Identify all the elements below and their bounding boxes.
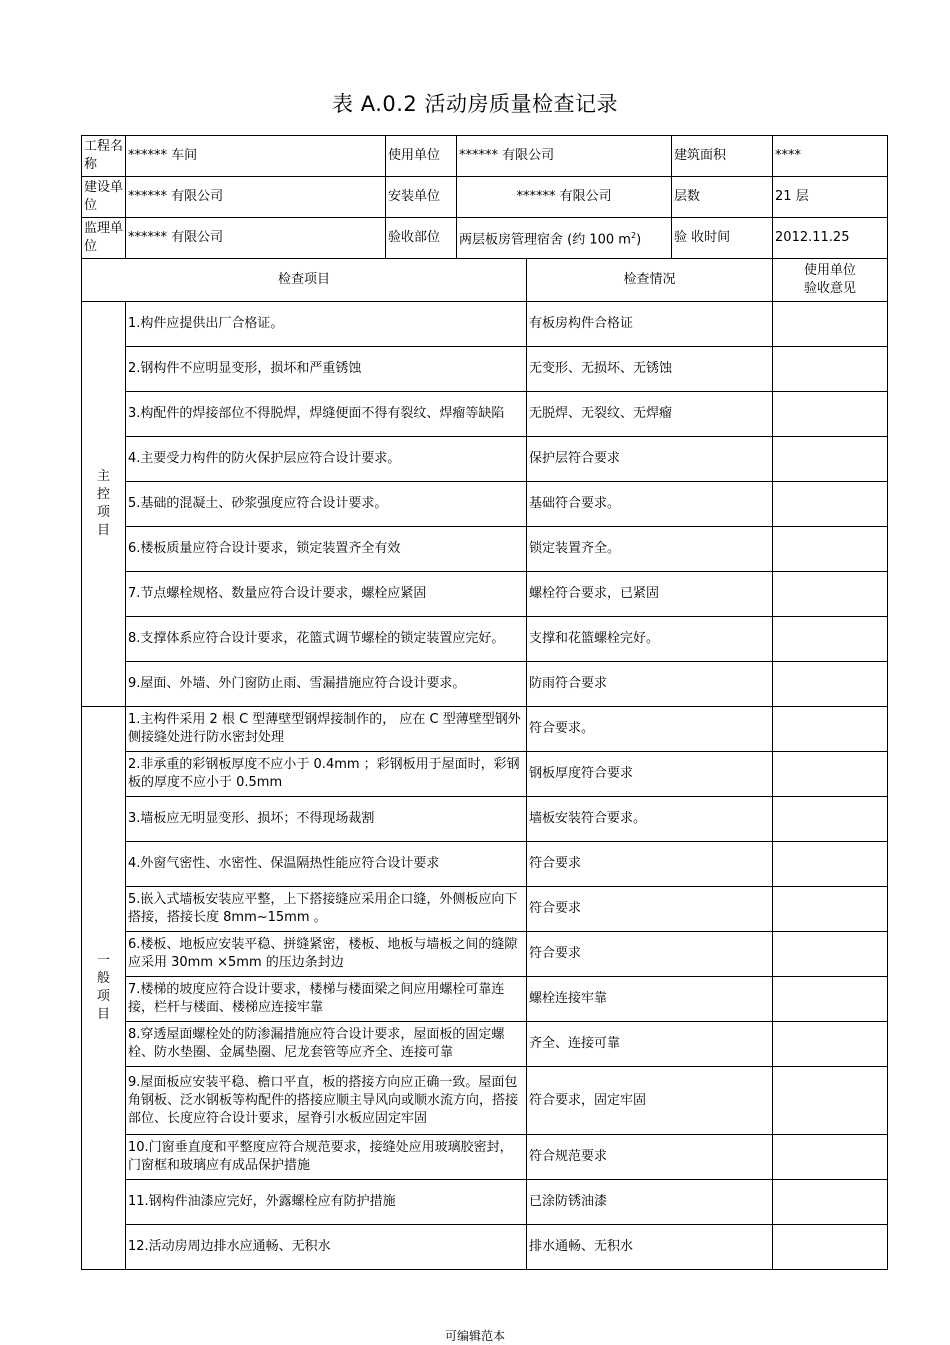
check-row	[82, 392, 888, 437]
opinion-cell[interactable]	[773, 1067, 888, 1135]
check-row	[82, 1180, 888, 1225]
check-row	[82, 482, 888, 527]
section-label-char: 主	[96, 469, 110, 484]
info-row-3	[82, 218, 888, 259]
check-status: 防雨符合要求	[527, 662, 773, 707]
check-item: 6.楼板、地板应安装平稳、拼缝紧密，楼板、地板与墙板之间的缝隙应采用 30mm ×5mm 的压边条封边	[126, 932, 527, 977]
opinion-cell[interactable]	[773, 752, 888, 797]
info-value: 21 层	[773, 177, 888, 218]
check-item: 3.构配件的焊接部位不得脱焊，焊缝便面不得有裂纹、焊瘤等缺陷	[126, 392, 527, 437]
check-row	[82, 932, 888, 977]
check-item: 2.非承重的彩钢板厚度不应小于 0.4mm ；彩钢板用于屋面时，彩钢板的厚度不应小于 0.5mm	[126, 752, 527, 797]
info-value: ****** 有限公司	[457, 177, 672, 218]
check-status: 无脱焊、无裂纹、无焊瘤	[527, 392, 773, 437]
section-label-char: 目	[96, 1007, 110, 1022]
opinion-cell[interactable]	[773, 302, 888, 347]
opinion-cell[interactable]	[773, 1180, 888, 1225]
check-status: 符合要求，固定牢固	[527, 1067, 773, 1135]
check-item: 10.门窗垂直度和平整度应符合规范要求，接缝处应用玻璃胶密封，门窗框和玻璃应有成品保护措施	[126, 1135, 527, 1180]
opinion-cell[interactable]	[773, 572, 888, 617]
check-status: 符合要求	[527, 932, 773, 977]
header-opinion	[773, 259, 888, 302]
opinion-cell[interactable]	[773, 797, 888, 842]
check-item: 3.墙板应无明显变形、损坏；不得现场裁割	[126, 797, 527, 842]
check-status: 符合要求	[527, 842, 773, 887]
opinion-cell[interactable]	[773, 887, 888, 932]
info-row-2	[82, 177, 888, 218]
check-item: 6.楼板质量应符合设计要求，锁定装置齐全有效	[126, 527, 527, 572]
check-status: 锁定装置齐全。	[527, 527, 773, 572]
opinion-cell[interactable]	[773, 977, 888, 1022]
check-row	[82, 1022, 888, 1067]
opinion-cell[interactable]	[773, 932, 888, 977]
check-item: 2.钢构件不应明显变形，损坏和严重锈蚀	[126, 347, 527, 392]
check-item: 5.嵌入式墙板安装应平整，上下搭接缝应采用企口缝，外侧板应向下搭接，搭接长度 8mm~15mm 。	[126, 887, 527, 932]
check-status: 无变形、无损坏、无锈蚀	[527, 347, 773, 392]
check-status: 已涂防锈油漆	[527, 1180, 773, 1225]
opinion-cell[interactable]	[773, 527, 888, 572]
info-label: 监理单位	[82, 218, 126, 259]
info-label: 建设单位	[82, 177, 126, 218]
section-label-char: 目	[96, 523, 110, 538]
check-item: 9.屋面板应安装平稳、檐口平直，板的搭接方向应正确一致。屋面包角钢板、泛水钢板等构配件的搭接应顺主导风向或顺水流方向，搭接部位、长度应符合设计要求，屋脊引水板应固定牢固	[126, 1067, 527, 1135]
check-item: 8.穿透屋面螺栓处的防渗漏措施应符合设计要求，屋面板的固定螺栓、防水垫圈、金属垫圈、尼龙套管等应齐全、连接可靠	[126, 1022, 527, 1067]
info-label: 层数	[672, 177, 773, 218]
check-row	[82, 842, 888, 887]
check-item: 4.外窗气密性、水密性、保温隔热性能应符合设计要求	[126, 842, 527, 887]
info-label: 验收部位	[386, 218, 457, 259]
info-value	[457, 218, 672, 259]
header-status: 检查情况	[527, 259, 773, 302]
opinion-cell[interactable]	[773, 482, 888, 527]
check-item: 11.钢构件油漆应完好，外露螺栓应有防护措施	[126, 1180, 527, 1225]
opinion-cell[interactable]	[773, 617, 888, 662]
section-label-char: 项	[96, 989, 110, 1004]
check-status: 螺栓符合要求，已紧固	[527, 572, 773, 617]
info-label: 安装单位	[386, 177, 457, 218]
info-label: 建筑面积	[672, 136, 773, 177]
info-value: ****** 车间	[126, 136, 386, 177]
area-tail: )	[636, 232, 642, 248]
check-row	[82, 572, 888, 617]
section-label-char: 项	[96, 505, 110, 520]
info-value: ****	[773, 136, 888, 177]
check-item: 1.构件应提供出厂合格证。	[126, 302, 527, 347]
header-row	[82, 259, 888, 302]
opinion-cell[interactable]	[773, 842, 888, 887]
info-label: 使用单位	[386, 136, 457, 177]
area-text: 两层板房管理宿舍 (约 100 m	[459, 232, 631, 248]
check-row	[82, 887, 888, 932]
check-status: 齐全、连接可靠	[527, 1022, 773, 1067]
section-label	[82, 302, 126, 707]
info-value: ****** 有限公司	[126, 218, 386, 259]
check-status: 符合要求	[527, 887, 773, 932]
section-label-char: 一	[96, 953, 110, 968]
check-row	[82, 437, 888, 482]
opinion-cell[interactable]	[773, 1135, 888, 1180]
check-row	[82, 302, 888, 347]
footer-text: 可编辑范本	[444, 1329, 505, 1343]
check-item: 7.节点螺栓规格、数量应符合设计要求，螺栓应紧固	[126, 572, 527, 617]
check-row	[82, 1135, 888, 1180]
check-item: 9.屋面、外墙、外门窗防止雨、雪漏措施应符合设计要求。	[126, 662, 527, 707]
info-label: 工程名称	[82, 136, 126, 177]
info-value: ****** 有限公司	[126, 177, 386, 218]
inspection-table	[81, 135, 888, 1270]
header-item: 检查项目	[82, 259, 527, 302]
info-label: 验 收时间	[672, 218, 773, 259]
check-row	[82, 662, 888, 707]
info-row-1	[82, 136, 888, 177]
opinion-cell[interactable]	[773, 1225, 888, 1270]
check-status: 有板房构件合格证	[527, 302, 773, 347]
opinion-cell[interactable]	[773, 392, 888, 437]
header-opinion-line-1: 使用单位	[804, 263, 857, 278]
check-row	[82, 617, 888, 662]
check-status: 螺栓连接牢靠	[527, 977, 773, 1022]
check-row	[82, 797, 888, 842]
opinion-cell[interactable]	[773, 707, 888, 752]
header-opinion-line-2: 验收意见	[804, 281, 857, 296]
check-status: 符合规范要求	[527, 1135, 773, 1180]
check-item: 5.基础的混凝土、砂浆强度应符合设计要求。	[126, 482, 527, 527]
check-status: 保护层符合要求	[527, 437, 773, 482]
check-status: 支撑和花篮螺栓完好。	[527, 617, 773, 662]
check-row	[82, 347, 888, 392]
page-title: 表 A.0.2 活动房质量检查记录	[332, 92, 618, 116]
check-status: 排水通畅、无积水	[527, 1225, 773, 1270]
info-value: ****** 有限公司	[457, 136, 672, 177]
check-row	[82, 977, 888, 1022]
check-item: 7.楼梯的坡度应符合设计要求，楼梯与楼面梁之间应用螺栓可靠连接，栏杆与楼面、楼梯应连接牢靠	[126, 977, 527, 1022]
check-status: 基础符合要求。	[527, 482, 773, 527]
opinion-cell[interactable]	[773, 662, 888, 707]
check-row	[82, 527, 888, 572]
section-label-char: 控	[96, 487, 110, 502]
section-label-char: 般	[96, 971, 110, 986]
check-item: 12.活动房周边排水应通畅、无积水	[126, 1225, 527, 1270]
info-value: 2012.11.25	[773, 218, 888, 259]
check-status: 钢板厚度符合要求	[527, 752, 773, 797]
check-row	[82, 707, 888, 752]
check-item: 1.主构件采用 2 根 C 型薄壁型钢焊接制作的， 应在 C 型薄壁型钢外侧接缝处进行防水密封处理	[126, 707, 527, 752]
check-row	[82, 1225, 888, 1270]
check-status: 符合要求。	[527, 707, 773, 752]
check-item: 4.主要受力构件的防火保护层应符合设计要求。	[126, 437, 527, 482]
opinion-cell[interactable]	[773, 1022, 888, 1067]
area-sup: 2	[630, 230, 637, 240]
check-row	[82, 752, 888, 797]
section-label	[82, 707, 126, 1270]
check-status: 墙板安装符合要求。	[527, 797, 773, 842]
opinion-cell[interactable]	[773, 347, 888, 392]
opinion-cell[interactable]	[773, 437, 888, 482]
check-item: 8.支撑体系应符合设计要求，花篮式调节螺栓的锁定装置应完好。	[126, 617, 527, 662]
check-row	[82, 1067, 888, 1135]
